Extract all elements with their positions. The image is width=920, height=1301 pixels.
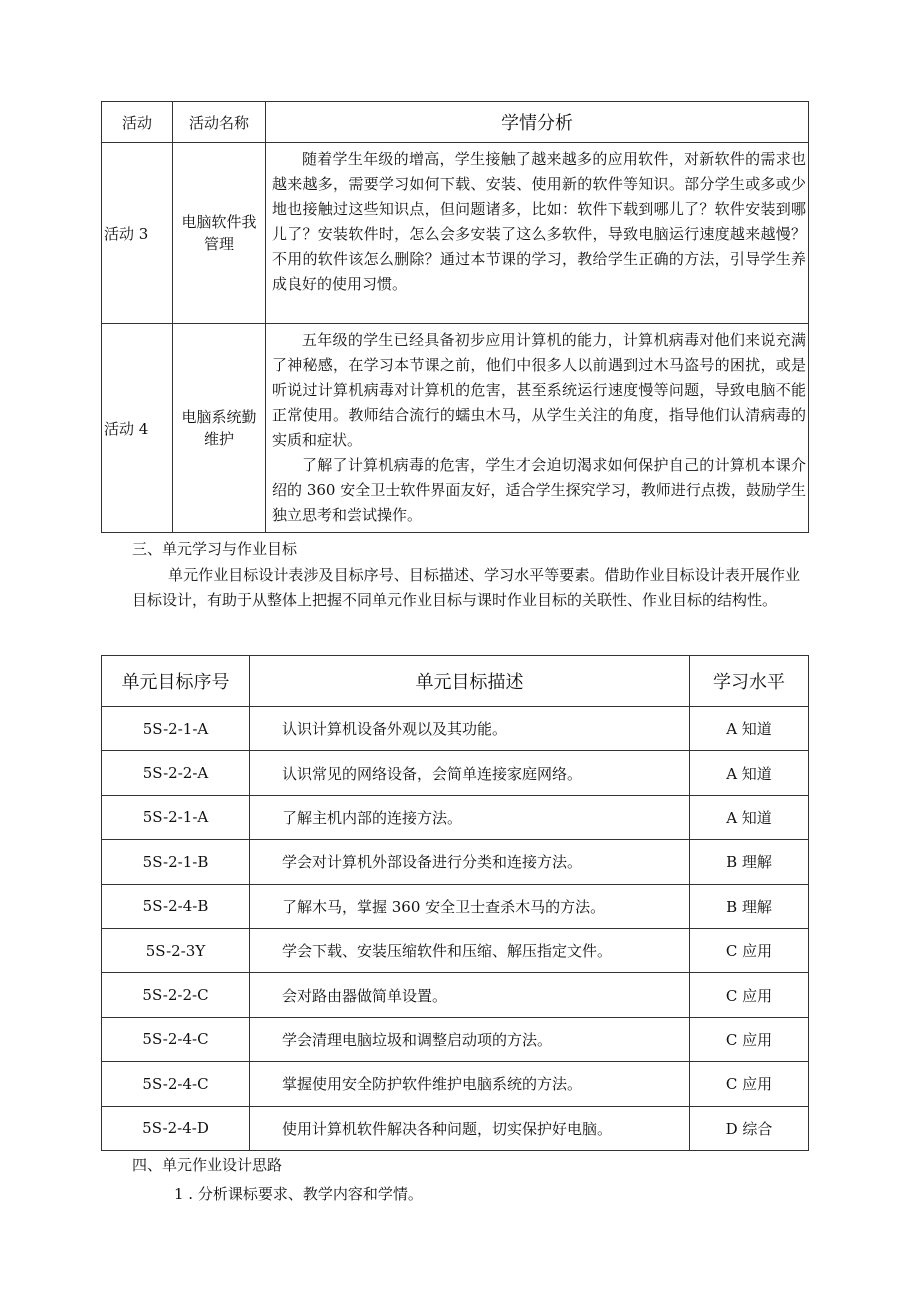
section-3-paragraph-text: 单元作业目标设计表涉及目标序号、目标描述、学习水平等要素。借助作业目标设计表开展作业目标设计，有助于从整体上把握不同单元作业目标与课时作业目标的关联性、作业目标的结构性。 bbox=[132, 566, 800, 609]
table-row bbox=[102, 1062, 809, 1106]
activity-cell: 活动 4 bbox=[102, 324, 173, 533]
section-3-paragraph bbox=[132, 563, 800, 613]
goal-code-cell: 5S-2-1-B bbox=[102, 840, 250, 884]
header-activity: 活动 bbox=[102, 102, 173, 143]
table-row bbox=[102, 928, 809, 972]
goal-code-cell: 5S-2-2-A bbox=[102, 751, 250, 795]
goal-desc-cell: 了解木马，掌握 360 安全卫士查杀木马的方法。 bbox=[250, 884, 690, 928]
analysis-paragraph: 随着学生年级的增高，学生接触了越来越多的应用软件，对新软件的需求也越来越多，需要学习如何下载、安装、使用新的软件等知识。部分学生或多或少地也接触过这些知识点，但问题诸多，比如：软件下载到哪儿了？软件安装到哪儿了？安装软件时，怎么会多安装了这么多软件，导致电脑运行速度越来越慢？不用的软件该怎么删除？通过本节课的学习，教给学生正确的方法，引导学生养成良好的使用习惯。 bbox=[272, 150, 806, 293]
activity-name-cell bbox=[173, 324, 266, 533]
activity-name-line: 电脑系统勤 bbox=[181, 408, 257, 426]
goal-desc-cell: 使用计算机软件解决各种问题，切实保护好电脑。 bbox=[250, 1106, 690, 1150]
goal-desc-cell: 学会对计算机外部设备进行分类和连接方法。 bbox=[250, 840, 690, 884]
header-activity-name: 活动名称 bbox=[173, 102, 266, 143]
goal-code-cell: 5S-2-4-C bbox=[102, 1062, 250, 1106]
activity-name-line: 维护 bbox=[203, 430, 234, 448]
goal-code-cell: 5S-2-4-D bbox=[102, 1106, 250, 1150]
section-3-title: 三、单元学习与作业目标 bbox=[132, 540, 298, 558]
analysis-paragraph: 五年级的学生已经具备初步应用计算机的能力，计算机病毒对他们来说充满了神秘感，在学习本节课之前，他们中很多人以前遇到过木马盗号的困扰，或是听说过计算机病毒对计算机的危害，甚至系统运行速度慢等问题，导致电脑不能正常使用。教师结合流行的蠕虫木马，从学生关注的角度，指导他们认清病毒的实质和症状。 bbox=[272, 331, 806, 449]
goal-level-cell: A 知道 bbox=[690, 707, 809, 751]
activity-name-cell bbox=[173, 143, 266, 324]
goal-desc-cell: 认识计算机设备外观以及其功能。 bbox=[250, 707, 690, 751]
table-row bbox=[102, 884, 809, 928]
goal-code-cell: 5S-2-1-A bbox=[102, 795, 250, 839]
goal-level-cell: C 应用 bbox=[690, 928, 809, 972]
table-row bbox=[102, 795, 809, 839]
unit-goals-table bbox=[101, 655, 809, 1151]
goal-level-cell: A 知道 bbox=[690, 795, 809, 839]
table-row bbox=[102, 1106, 809, 1150]
section-4-item: 1 . 分析课标要求、教学内容和学情。 bbox=[174, 1185, 423, 1203]
goal-code-cell: 5S-2-3Y bbox=[102, 928, 250, 972]
header-goal-code: 单元目标序号 bbox=[102, 656, 250, 707]
table-row bbox=[102, 1017, 809, 1061]
goal-desc-cell: 掌握使用安全防护软件维护电脑系统的方法。 bbox=[250, 1062, 690, 1106]
header-analysis: 学情分析 bbox=[266, 102, 809, 143]
goal-desc-cell: 学会下载、安装压缩软件和压缩、解压指定文件。 bbox=[250, 928, 690, 972]
goal-code-cell: 5S-2-4-B bbox=[102, 884, 250, 928]
goal-code-cell: 5S-2-2-C bbox=[102, 973, 250, 1017]
goal-level-cell: C 应用 bbox=[690, 1062, 809, 1106]
activity-name-line: 电脑软件我 bbox=[181, 213, 257, 231]
goal-level-cell: B 理解 bbox=[690, 884, 809, 928]
activity-name-line: 管理 bbox=[203, 235, 234, 253]
table-header-row bbox=[102, 656, 809, 707]
goal-desc-cell: 了解主机内部的连接方法。 bbox=[250, 795, 690, 839]
table-row bbox=[102, 143, 809, 324]
goal-level-cell: B 理解 bbox=[690, 840, 809, 884]
activity-analysis-table bbox=[101, 101, 809, 533]
section-4-title: 四、单元作业设计思路 bbox=[132, 1156, 283, 1174]
goal-level-cell: C 应用 bbox=[690, 973, 809, 1017]
goal-level-cell: A 知道 bbox=[690, 751, 809, 795]
goal-desc-cell: 会对路由器做简单设置。 bbox=[250, 973, 690, 1017]
goal-code-cell: 5S-2-1-A bbox=[102, 707, 250, 751]
goal-level-cell: D 综合 bbox=[690, 1106, 809, 1150]
analysis-cell bbox=[266, 143, 809, 324]
header-goal-desc: 单元目标描述 bbox=[250, 656, 690, 707]
table-row bbox=[102, 324, 809, 533]
header-learning-level: 学习水平 bbox=[690, 656, 809, 707]
table-row bbox=[102, 751, 809, 795]
activity-cell: 活动 3 bbox=[102, 143, 173, 324]
goal-level-cell: C 应用 bbox=[690, 1017, 809, 1061]
analysis-paragraph: 了解了计算机病毒的危害，学生才会迫切渴求如何保护自己的计算机本课介绍的 360 安全卫士软件界面友好，适合学生探究学习，教师进行点拨，鼓励学生独立思考和尝试操作。 bbox=[272, 456, 806, 524]
table-header-row bbox=[102, 102, 809, 143]
table-row bbox=[102, 707, 809, 751]
goal-desc-cell: 学会清理电脑垃圾和调整启动项的方法。 bbox=[250, 1017, 690, 1061]
analysis-cell bbox=[266, 324, 809, 533]
table-row bbox=[102, 973, 809, 1017]
goal-desc-cell: 认识常见的网络设备，会简单连接家庭网络。 bbox=[250, 751, 690, 795]
goal-code-cell: 5S-2-4-C bbox=[102, 1017, 250, 1061]
table-row bbox=[102, 840, 809, 884]
